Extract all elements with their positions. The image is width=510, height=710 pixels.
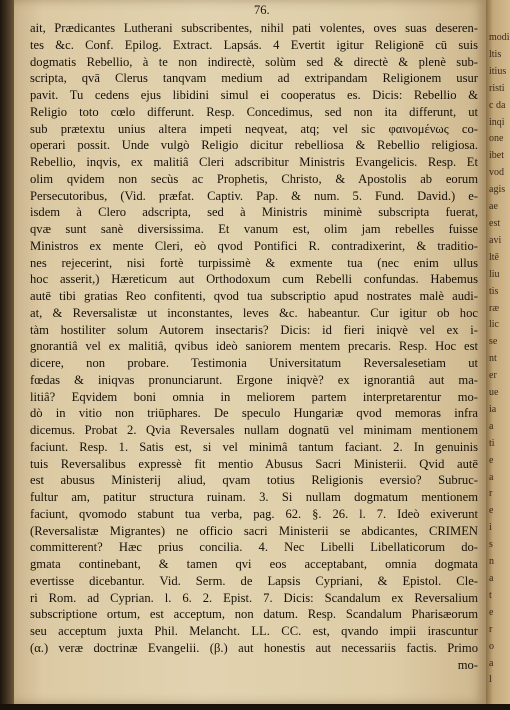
text-line: dò in vitio non triūphares. De speculo Hungariæ qvod memoras infra	[30, 406, 478, 421]
text-line: operari possit. Unde vulgò Religio dicitur rebelliosa & Rebellio religiosa.	[30, 138, 478, 153]
text-line: fultur am, patitur structura ruinam. 3. Si nullam dogmatum mentionem	[30, 490, 478, 504]
facing-page-fragment: e	[489, 606, 494, 618]
facing-page-text	[486, 0, 510, 689]
facing-page-fragment: a	[489, 420, 494, 432]
text-line: scripta, qvā Clerus tanqvam medium ad extripandam Religionem usur	[30, 71, 478, 86]
facing-page-fragment: r	[489, 488, 493, 500]
facing-page-fragment: n	[489, 556, 494, 568]
facing-page-fragment: vod	[489, 167, 504, 179]
text-line: gmata continebant, & tamen qvi eos acceptabant, omnia dogmata	[30, 557, 478, 571]
text-line: mo-	[457, 657, 478, 672]
facing-page-fragment: inqi	[489, 116, 505, 128]
facing-page-fragment: liu	[489, 268, 500, 280]
facing-page-fragment: r	[489, 623, 493, 635]
text-line: evertisse dicebantur. Vid. Serm. de Lapsis Cypriani, & Epistol. Cle-	[30, 573, 478, 588]
text-line: litiâ? Eqvidem boni omnia in meliorem partem interpretarentur mo-	[30, 389, 478, 404]
text-line: (α.) veræ doctrinæ Evangelii. (β.) aut honestis aut necessariis factis. Primo	[30, 640, 478, 655]
facing-page-fragment: c da	[489, 99, 506, 111]
text-line: dogmatis Rebellio, à te non indirectè, solùm sed & directè & plenè sub-	[30, 54, 478, 69]
text-line: Religio toto cœlo differunt. Resp. Concedimus, sed non ita differunt, ut	[30, 104, 478, 119]
facing-page-fragment: se	[489, 336, 498, 348]
text-line: faciunt, qvomodo stabunt tua verba, pag. 62. §. 26. l. 7. Ideò exiverunt	[30, 506, 478, 521]
text-line: Persecutoribus, (Vid. præfat. Captiv. Pap. & num. 5. Fund. David.) e-	[30, 188, 478, 203]
facing-page-fragment: l	[489, 674, 492, 686]
facing-page-fragment: a	[489, 573, 494, 584]
text-line: isdem à Clero adscripta, sed à Ministris minimè subscripta fuerat,	[30, 205, 478, 220]
text-line: Rebellio, inqvis, ex malitiâ Cleri adscribitur Ministris Evangelicis. Resp. Et	[30, 155, 478, 169]
facing-page-fragment: ræ	[489, 302, 499, 314]
text-line: fœdas & iniqvas pronunciarunt. Ergone iniqvè? ex ignorantiâ aut ma-	[30, 372, 478, 387]
text-line: qvæ sunt sanè diversissima. Et vanum est, olim jam rebelles fuisse	[30, 222, 478, 236]
facing-page-fragment: one	[489, 133, 504, 145]
text-line: pavit. Tu cedens ejus libidini simul ei cooperatus es. Dicis: Rebellio &	[30, 88, 478, 102]
facing-page-fragment: avi	[489, 234, 502, 246]
text-line: gnorantiâ vel ex malitiâ, qvibus ideò saniorem mentem precaris. Resp. Hoc est	[30, 339, 478, 354]
facing-page-fragment: ae	[489, 201, 498, 213]
facing-page-fragment: modi	[489, 32, 510, 43]
text-line: est abusus Ministerij aliud, qvam totius Religionis eversio? Subruc-	[30, 473, 478, 488]
text-line: seu acceptum juxta Phil. Melancht. LL. CC. est, qvando impii irascuntur	[30, 624, 478, 638]
facing-page-fragment: e	[489, 454, 494, 466]
facing-page-fragment: ibet	[489, 150, 504, 162]
facing-page-fragment: a	[489, 471, 494, 483]
facing-page-fragment: agis	[489, 184, 506, 196]
text-line: tàm hostiliter solum Autorem insectaris? Dicis: id fieri iniqvè vel ex i-	[30, 322, 478, 337]
facing-page-fragment: ltē	[489, 251, 499, 263]
text-line: dicere, non probare. Testimonia Universitatum Reversalesetiam ut	[30, 356, 478, 370]
facing-page-fragment: t	[489, 589, 492, 601]
body-text	[30, 20, 478, 673]
text-line: autē tibi gratias Reo confitenti, qvod tua subscriptio apud nostrates malè audi-	[30, 289, 478, 303]
text-line: nes rejecerint, nisi fortè turpissimè & exmente tua (nec enim ullus	[30, 255, 478, 270]
text-line: (Reversalistæ Migrantes) ne officio sacri Ministerii se abdicantes, CRIMEN	[30, 523, 478, 538]
facing-page-fragment: itius	[489, 65, 507, 77]
facing-page-fragment: risti	[489, 82, 505, 94]
facing-page-fragment: ltis	[489, 48, 502, 60]
text-line: faciunt. Resp. 1. Satis est, si vel minimâ tantum faciant. 2. In genuinis	[30, 439, 478, 454]
facing-page-fragment: nt	[489, 353, 497, 365]
text-line: ri Rom. ad Cyprian. l. 6. 2. Epist. 7. Dicis: Scandalum ex Reversalium	[30, 590, 478, 605]
text-line: committerent? Hæc prius concilia. 4. Nec Libelli Libellaticorum do-	[30, 540, 478, 555]
facing-page-fragment: lic	[489, 319, 499, 331]
facing-page-fragment: ue	[489, 387, 499, 399]
facing-page-fragment: e	[489, 505, 494, 517]
facing-page-fragment: s	[489, 539, 493, 551]
text-line: sub prætextu unius altera impeti neqveat, atq; vel sic φαινομένως co-	[30, 121, 478, 136]
page-bottom-shadow	[0, 704, 510, 710]
facing-page-fragment: i	[489, 522, 492, 534]
facing-page-fragment: er	[489, 370, 497, 382]
text-line: tes &c. Conf. Epilog. Extract. Lapsás. 4 Evertit igitur Religionē cū suis	[30, 37, 478, 52]
facing-page-fragment: a	[489, 657, 494, 669]
facing-page-fragment: ia	[489, 403, 497, 415]
text-line: tuis Reversalibus expressè fit mentio Abusus Sacri Ministerii. Qvid autē	[30, 456, 478, 471]
text-line: ait, Prædicantes Lutherani subscribentes, nihil pati volentes, oves suas deseren-	[30, 21, 478, 35]
book-page	[14, 0, 486, 704]
text-line: Ministros ex mente Cleri, eò qvod Pontifici R. contradixerint, & traditio-	[30, 238, 478, 253]
text-line: olim qvidem non secùs ac Prophetis, Christo, & Apostolis ab eorum	[30, 171, 478, 186]
facing-page-fragment: ti	[489, 437, 495, 449]
text-line: hoc asserit,) Hæreticum aut Orthodoxum cum Rebelli confundas. Habemus	[30, 272, 478, 287]
facing-page-fragment: o	[489, 640, 494, 652]
text-line: dicemus. Probat 2. Qvia Reversales nullam dognatū vel minimam mentionem	[30, 423, 478, 437]
text-line: subscriptione ortum, est acceptum, non datum. Resp. Scandalum Pharisæorum	[30, 607, 478, 622]
page-number: 76.	[254, 3, 270, 17]
facing-page-fragment: tis	[489, 285, 499, 297]
text-line: at, & Reversalistæ ut inconstantes, leves &c. habeantur. Cur igitur ob hoc	[30, 305, 478, 320]
facing-page-fragment: est	[489, 217, 501, 229]
facing-page-edge	[486, 0, 510, 704]
book-spine	[0, 0, 14, 710]
